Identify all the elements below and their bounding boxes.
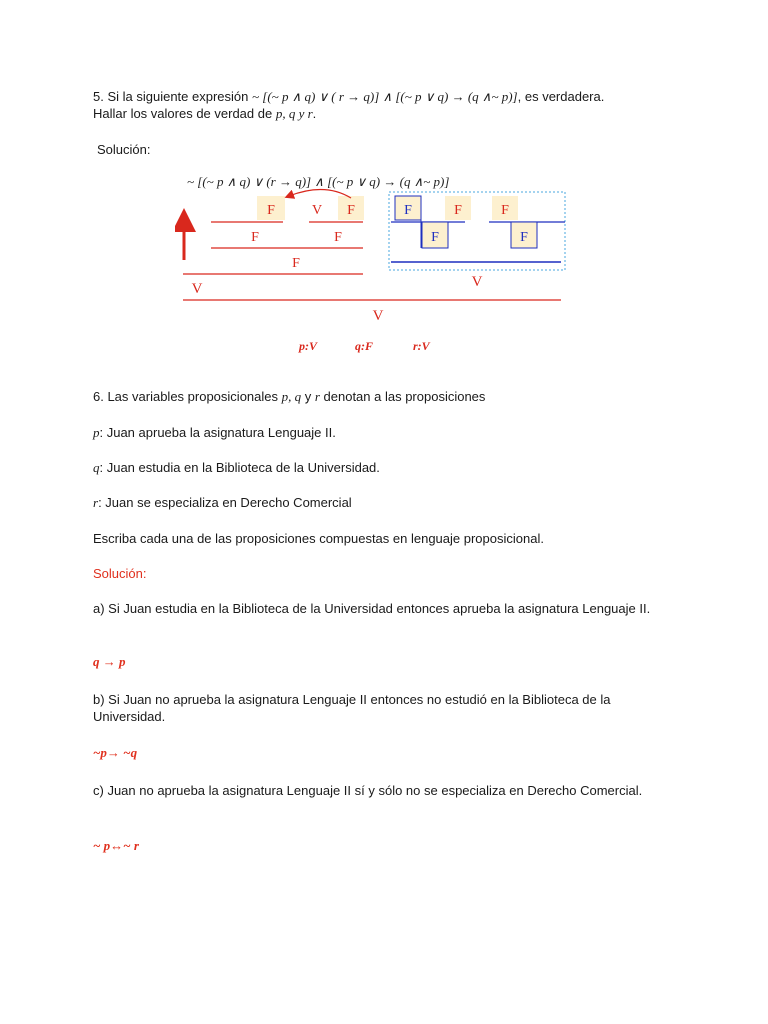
prop-r-text: : Juan se especializa en Derecho Comercial (98, 495, 352, 510)
final-result: V (372, 308, 384, 324)
answer-q: q:F (355, 339, 373, 353)
q6-b-formula: ~p→ ~q (93, 745, 138, 760)
prop-p-text: : Juan aprueba la asignatura Lenguaje II. (99, 425, 336, 440)
q5-solution-label: Solución: (97, 142, 151, 157)
truth-value-diagram (175, 168, 575, 358)
left-result: V (191, 281, 203, 297)
q5-expression: ~ [(~ p ∧ q) ∨ ( r → q)] ∧ [(~ p ∨ q) → (q ∧~ p)] (251, 89, 518, 104)
right-row1-val-3: F (501, 203, 509, 218)
q5-line2-post: . (312, 106, 317, 121)
q6-prop-r (93, 494, 693, 511)
left-row3-val: F (292, 256, 300, 271)
answer-p: p:V (299, 339, 317, 353)
q6-c-formula: ~ p↔~ r (93, 838, 139, 853)
left-row2-val-2: F (334, 230, 342, 245)
var-q: q (93, 460, 100, 475)
right-result: V (471, 274, 483, 290)
right-row2-val-1: F (431, 230, 439, 245)
q6-intro-pre: 6. Las variables proposicionales (93, 389, 282, 404)
var-r: r (93, 495, 99, 510)
q6-b-text: b) Si Juan no aprueba la asignatura Lenguaje II entonces no estudió en la Biblioteca de la Universidad. (93, 692, 611, 724)
left-row2-val-1: F (251, 230, 259, 245)
q6-intro-y: y (301, 389, 315, 404)
q6-instruction: Escriba cada una de las proposiciones compuestas en lenguaje proposicional. (93, 531, 544, 546)
var-p: p (93, 425, 100, 440)
q6-intro-vars: p, q (281, 389, 302, 404)
q6-prop-p (93, 424, 693, 441)
q6-intro-r: r (314, 389, 320, 404)
left-row1-val-3: F (347, 203, 355, 218)
q6-a-text: a) Si Juan estudia en la Biblioteca de la Universidad entonces aprueba la asignatura Lenguaje II. (93, 601, 651, 616)
q6-c-text: c) Juan no aprueba la asignatura Lenguaje II sí y sólo no se especializa en Derecho Comercial. (93, 783, 643, 798)
q5-line1-post: , es verdadera. (517, 89, 605, 104)
left-row1-val-1: F (267, 203, 275, 218)
q6-intro (93, 388, 693, 405)
q6-a-formula: q → p (93, 654, 126, 669)
q5-line1-pre: 5. Si la siguiente expresión (93, 89, 252, 104)
right-row1-val-1: F (404, 203, 412, 218)
q5-statement (93, 88, 693, 122)
right-row1-val-2: F (454, 203, 462, 218)
answer-r: r:V (413, 339, 430, 353)
q6-solution-label: Solución: (93, 566, 147, 581)
q5-line2-pre: Hallar los valores de verdad de (93, 106, 276, 121)
q6-prop-q (93, 459, 693, 476)
prop-q-text: : Juan estudia en la Biblioteca de la Universidad. (99, 460, 380, 475)
q5-vars: p, q y r (275, 106, 313, 121)
diagram-expression: ~ [(~ p ∧ q) ∨ (r → q)] ∧ [(~ p ∨ q) → (q ∧~ p)] (187, 174, 450, 189)
q6-intro-post: denotan a las proposiciones (319, 389, 486, 404)
left-row1-val-2: V (311, 203, 323, 218)
right-row2-val-2: F (520, 230, 528, 245)
